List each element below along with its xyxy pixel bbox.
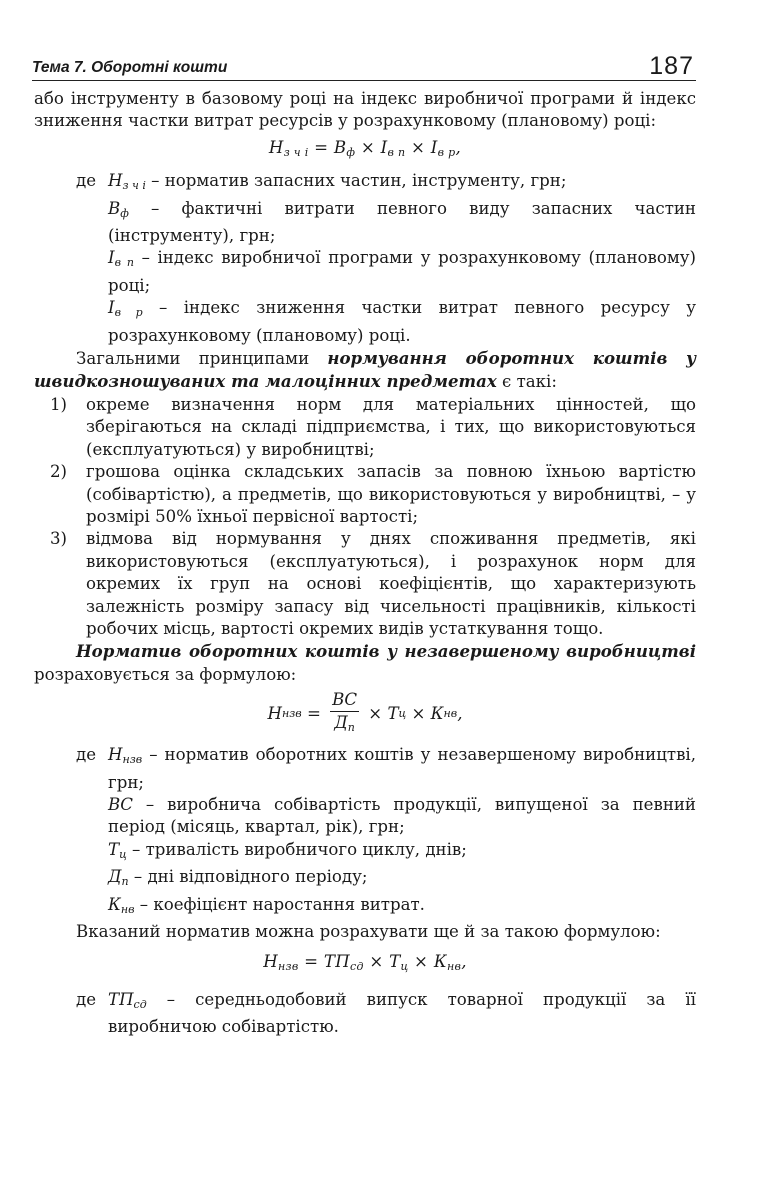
definition-item: $Т_ц$ – тривалість виробничого циклу, днів; [108, 839, 467, 861]
definitions-wip [34, 744, 696, 921]
definition-item: $Д_п$ – дні відповідного періоду; [108, 867, 368, 889]
section-title: Тема 7. Оборотні кошти [32, 59, 228, 76]
definition-item: де $Н_{нзв}$ – норматив оборотних коштів у незавершеному виробництві, грн; [76, 745, 696, 792]
page-number: 187 [649, 52, 694, 80]
definition-item: де $Н_{з ч і}$ – норматив запасних частин, інструменту, грн; [76, 171, 567, 193]
definition-item: $І_{в п}$ – індекс виробничої програми у розрахунковому (плановому) році; [108, 248, 697, 295]
list-item: 3) відмова від нормування у днях споживання предметів, які використовуються (експлуатуються), і розрахунок норм для окремих їх груп на основі коефіцієнтів, що характеризують залежність розміру запасу від чисельності працівників, кількості робочих місць, вартості окремих видів устаткування тощо. [50, 529, 696, 638]
intro-paragraph: або інструменту в базовому році на індекс виробничої програми й індекс зниження частки витрат ресурсів у розрахунковому (плановому) році: [34, 89, 696, 131]
definition-item: де $ТП_{сд}$ – середньодобовий випуск товарної продукції за її виробничою собівартістю. [76, 989, 696, 1037]
definitions-spare-parts [34, 170, 696, 347]
definition-item: $В_ф$ – фактичні витрати певного виду запасних частин (інструменту), грн; [108, 198, 696, 246]
wip-paragraph: Норматив оборотних коштів у незавершеному виробництві розраховується за формулою: [34, 641, 696, 684]
definition-item: ВС – виробнича собівартість продукції, випущеної за певний період (місяць, квартал, рік), грн; [108, 794, 696, 837]
list-item: 1) окреме визначення норм для матеріальних цінностей, що зберігаються на складі підприємства, і тих, що використовуються (експлуатуються) у виробництві; [50, 394, 696, 459]
alt-formula-paragraph: Вказаний норматив можна розрахувати ще й за такою формулою: [76, 922, 661, 941]
running-header [32, 50, 696, 81]
definition-item: $І_{в р}$ – індекс зниження частки витрат певного ресурсу у розрахунковому (плановому) році. [108, 298, 696, 345]
principles-paragraph: Загальними принципами нормування оборотних коштів у швидкозношуваних та малоцінних предметах є такі: [34, 348, 696, 392]
definitions-alt [34, 989, 696, 1039]
formula-wip-alt: $Н_{нзв} = ТП_{сд} \times Т_ц \times К_{нв}$, [263, 952, 467, 974]
principles-list [34, 394, 696, 640]
page-body [34, 88, 696, 1039]
formula-spare-parts: $Н_{з ч і} = В_ф \times І_{в п} \times І_{в р}$, [268, 137, 462, 159]
list-item: 2) грошова оцінка складських запасів за повною їхньою вартістю (собівартістю), а предметів, що використовуються у виробництві, – у розмірі 50% їхньої первісної вартості; [50, 462, 696, 526]
formula-wip: Н нзв = $\frac{ВС}{Д_п}$ × Т ц × К нв , [34, 688, 696, 740]
fraction: $\frac{ВС}{Д_п}$ [330, 689, 359, 739]
definition-item: $К_{нв}$ – коефіцієнт наростання витрат. [108, 894, 425, 916]
